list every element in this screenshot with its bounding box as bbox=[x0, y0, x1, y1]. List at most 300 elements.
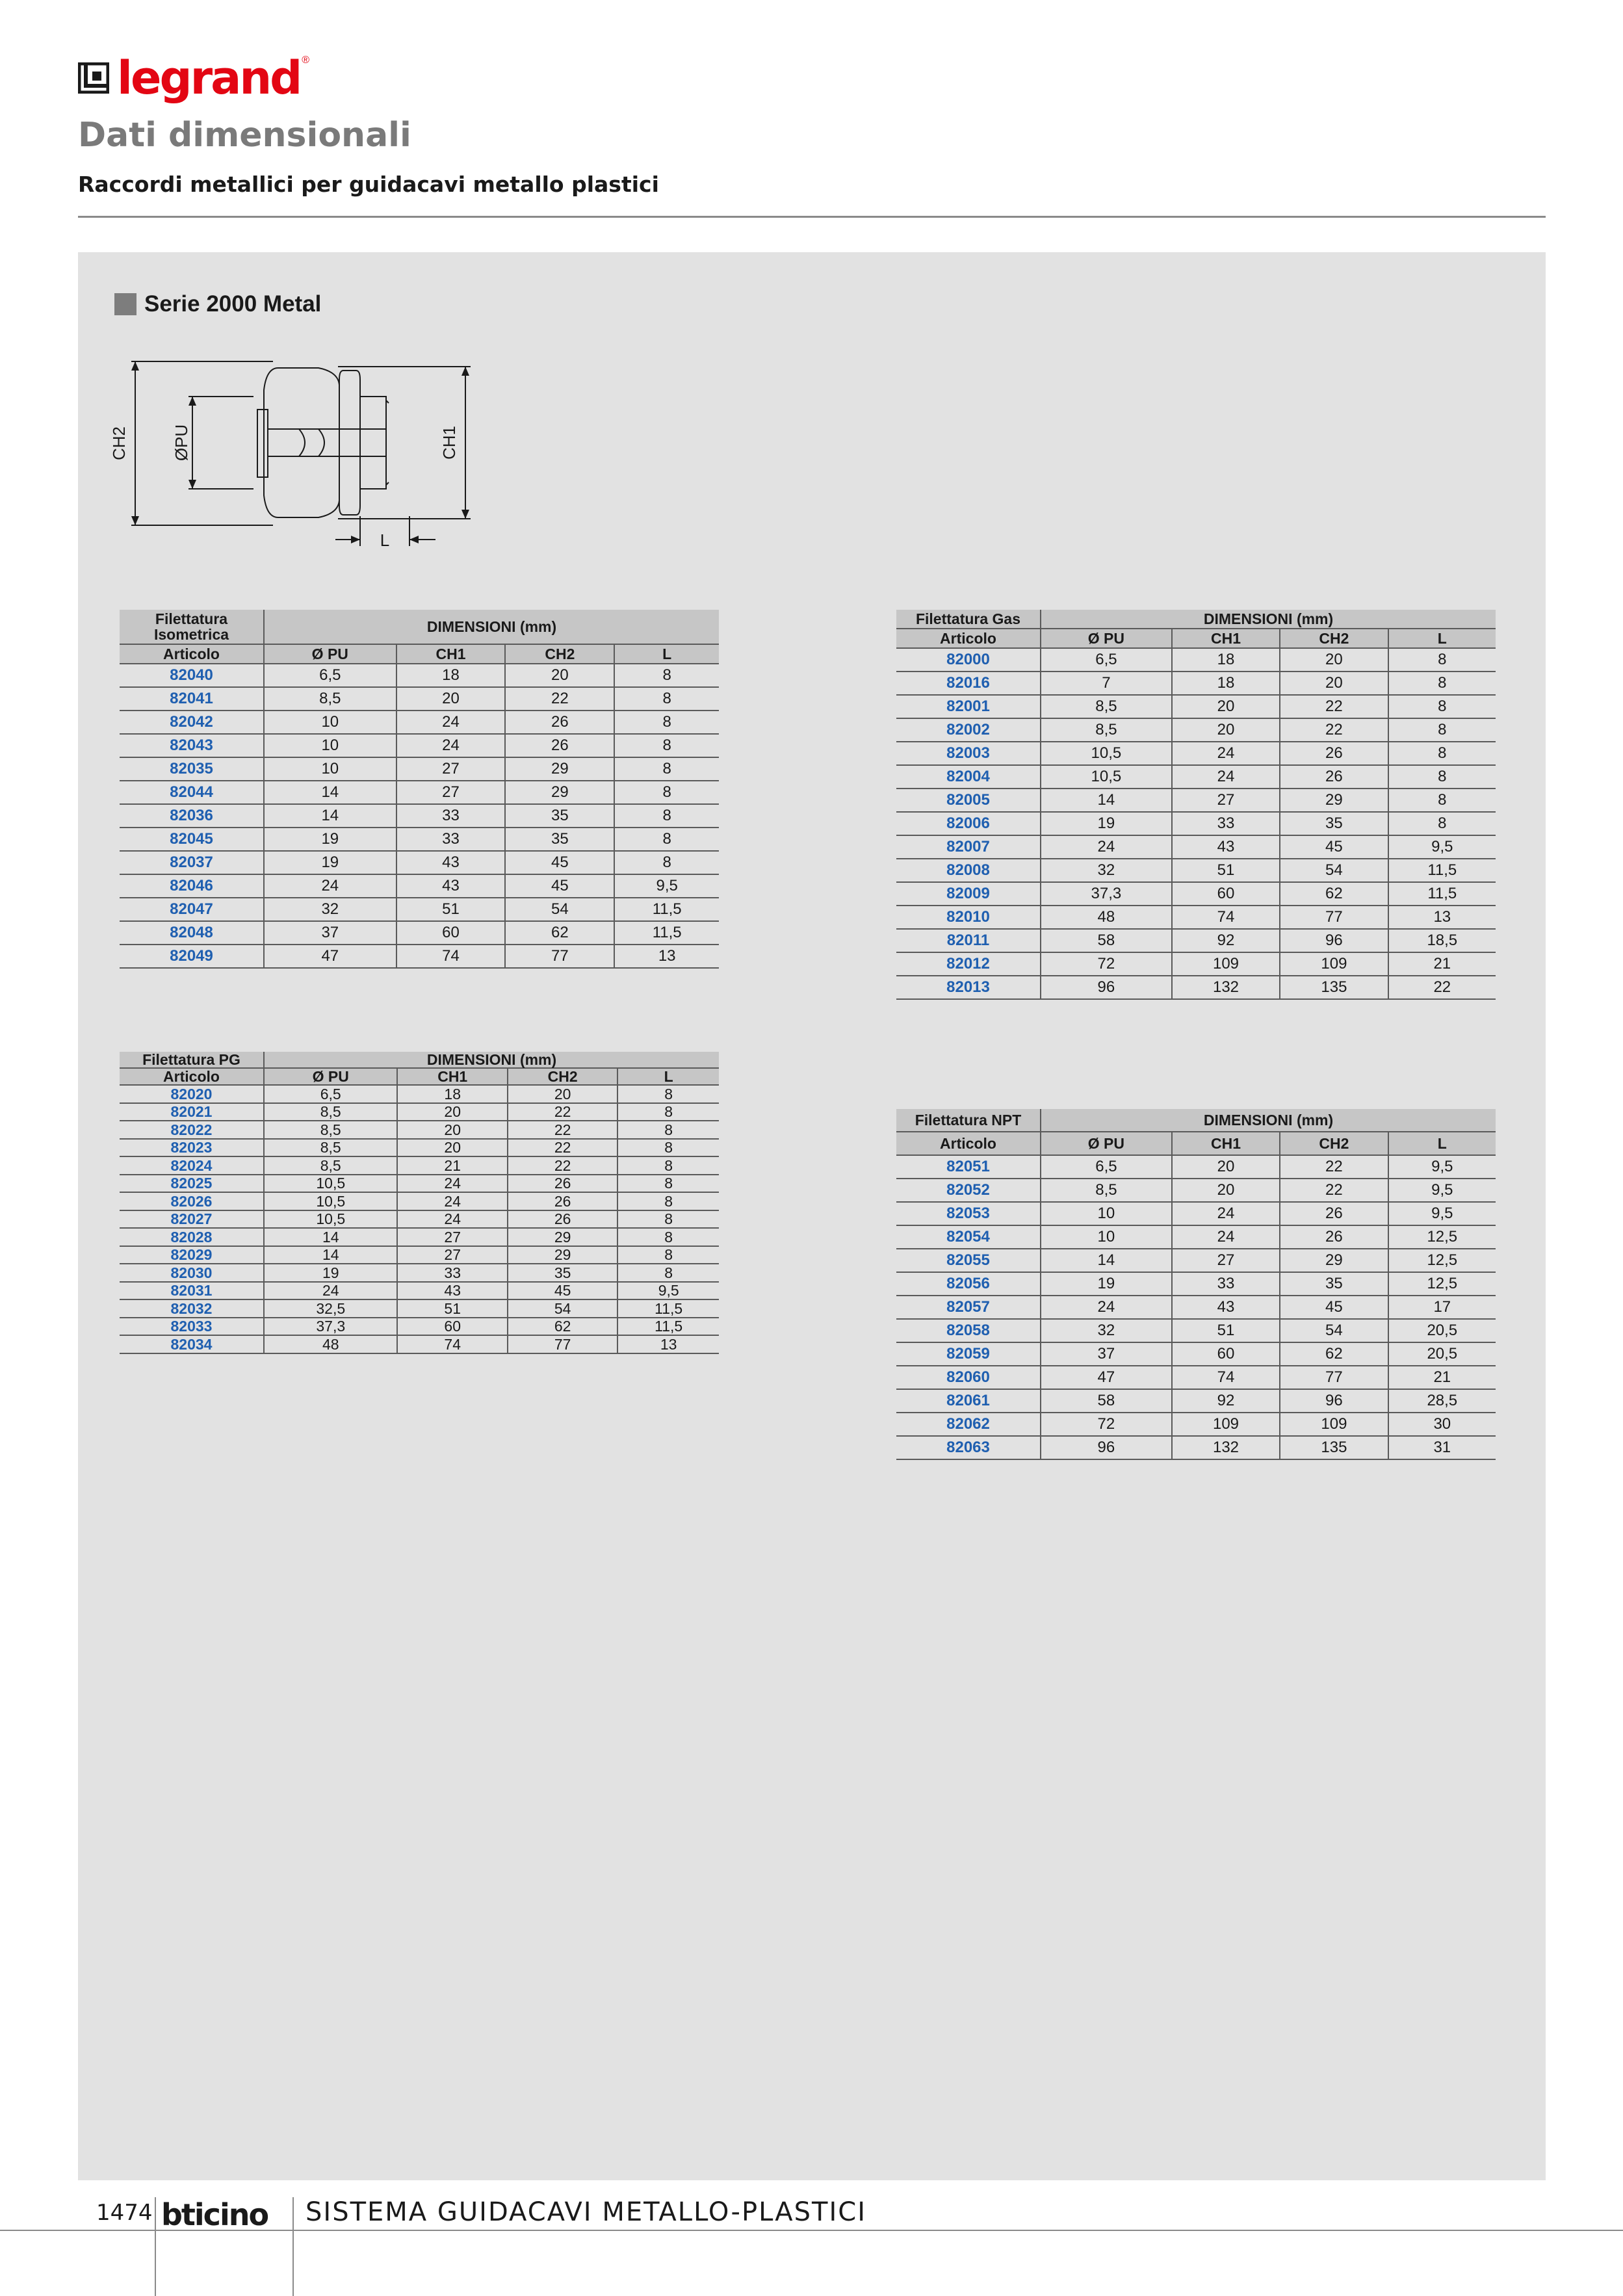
value-ch1: 21 bbox=[397, 1156, 507, 1175]
value-l: 21 bbox=[1388, 952, 1496, 976]
value-opu: 8,5 bbox=[1041, 695, 1172, 718]
article-code: 82045 bbox=[120, 828, 264, 851]
value-ch2: 62 bbox=[1280, 882, 1388, 906]
article-code: 82026 bbox=[120, 1192, 264, 1210]
value-ch1: 20 bbox=[397, 1139, 507, 1157]
value-l: 9,5 bbox=[1388, 1179, 1496, 1202]
value-ch1: 74 bbox=[397, 1335, 507, 1353]
value-opu: 72 bbox=[1041, 1413, 1172, 1436]
value-ch2: 22 bbox=[1280, 718, 1388, 742]
value-ch1: 74 bbox=[1172, 906, 1280, 929]
value-l: 8 bbox=[617, 1175, 719, 1193]
value-opu: 24 bbox=[264, 1282, 397, 1300]
table-row bbox=[120, 1139, 719, 1157]
value-ch2: 26 bbox=[508, 1210, 617, 1229]
value-ch1: 74 bbox=[396, 945, 506, 968]
value-ch2: 29 bbox=[508, 1228, 617, 1246]
table-row bbox=[896, 1179, 1496, 1202]
col-header-opu: Ø PU bbox=[264, 644, 396, 664]
value-opu: 10,5 bbox=[264, 1192, 397, 1210]
value-ch2: 22 bbox=[1280, 1179, 1388, 1202]
value-ch2: 22 bbox=[1280, 695, 1388, 718]
value-ch1: 60 bbox=[397, 1318, 507, 1336]
value-ch1: 27 bbox=[396, 781, 506, 804]
table-row bbox=[896, 1296, 1496, 1319]
value-ch1: 92 bbox=[1172, 929, 1280, 952]
value-ch1: 43 bbox=[1172, 835, 1280, 859]
value-ch2: 35 bbox=[505, 804, 614, 828]
thread-label: Filettatura PG bbox=[120, 1052, 264, 1068]
table-row bbox=[896, 742, 1496, 765]
value-opu: 8,5 bbox=[264, 687, 396, 711]
table-row bbox=[896, 1249, 1496, 1272]
value-l: 8 bbox=[614, 687, 719, 711]
value-opu: 48 bbox=[264, 1335, 397, 1353]
value-l: 8 bbox=[614, 804, 719, 828]
value-opu: 24 bbox=[264, 874, 396, 898]
table-row bbox=[896, 859, 1496, 882]
value-ch2: 109 bbox=[1280, 1413, 1388, 1436]
table-row bbox=[120, 1210, 719, 1229]
value-ch2: 22 bbox=[505, 687, 614, 711]
table-row bbox=[120, 851, 719, 874]
value-opu: 14 bbox=[264, 781, 396, 804]
table-row bbox=[896, 1389, 1496, 1413]
value-ch2: 45 bbox=[1280, 835, 1388, 859]
table-row bbox=[896, 1366, 1496, 1389]
value-l: 28,5 bbox=[1388, 1389, 1496, 1413]
article-code: 82030 bbox=[120, 1264, 264, 1282]
col-header-ch2: CH2 bbox=[1280, 629, 1388, 648]
diagram-label-ch1: CH1 bbox=[439, 425, 459, 460]
value-ch2: 45 bbox=[1280, 1296, 1388, 1319]
value-opu: 10,5 bbox=[264, 1175, 397, 1193]
value-opu: 47 bbox=[1041, 1366, 1172, 1389]
article-code: 82034 bbox=[120, 1335, 264, 1353]
article-header: Articolo bbox=[896, 1132, 1041, 1155]
value-ch1: 27 bbox=[1172, 1249, 1280, 1272]
value-l: 8 bbox=[614, 757, 719, 781]
table-row bbox=[120, 734, 719, 757]
value-opu: 8,5 bbox=[264, 1156, 397, 1175]
value-ch1: 18 bbox=[397, 1085, 507, 1103]
value-ch1: 18 bbox=[396, 664, 506, 687]
value-l: 11,5 bbox=[1388, 882, 1496, 906]
value-opu: 8,5 bbox=[264, 1103, 397, 1121]
table-row bbox=[120, 828, 719, 851]
col-header-ch1: CH1 bbox=[397, 1068, 507, 1085]
value-ch2: 26 bbox=[508, 1175, 617, 1193]
value-l: 9,5 bbox=[614, 874, 719, 898]
article-code: 82046 bbox=[120, 874, 264, 898]
value-opu: 19 bbox=[1041, 812, 1172, 835]
table-row bbox=[120, 1085, 719, 1103]
value-opu: 6,5 bbox=[1041, 648, 1172, 672]
table-row bbox=[896, 695, 1496, 718]
table-row bbox=[120, 874, 719, 898]
value-opu: 14 bbox=[264, 804, 396, 828]
article-code: 82023 bbox=[120, 1139, 264, 1157]
value-ch1: 24 bbox=[396, 734, 506, 757]
value-l: 8 bbox=[1388, 695, 1496, 718]
value-opu: 8,5 bbox=[1041, 1179, 1172, 1202]
value-ch2: 77 bbox=[505, 945, 614, 968]
article-code: 82062 bbox=[896, 1413, 1041, 1436]
table-row bbox=[120, 1282, 719, 1300]
article-code: 82005 bbox=[896, 789, 1041, 812]
value-ch1: 74 bbox=[1172, 1366, 1280, 1389]
value-ch2: 96 bbox=[1280, 1389, 1388, 1413]
thread-label: Filettatura Isometrica bbox=[120, 610, 264, 644]
article-code: 82061 bbox=[896, 1389, 1041, 1413]
value-ch2: 22 bbox=[508, 1139, 617, 1157]
value-ch2: 45 bbox=[505, 874, 614, 898]
table-row bbox=[120, 757, 719, 781]
article-code: 82036 bbox=[120, 804, 264, 828]
article-code: 82006 bbox=[896, 812, 1041, 835]
article-code: 82007 bbox=[896, 835, 1041, 859]
value-opu: 10 bbox=[264, 757, 396, 781]
fitting-dimension-diagram bbox=[104, 351, 507, 566]
value-l: 12,5 bbox=[1388, 1272, 1496, 1296]
value-ch2: 54 bbox=[505, 898, 614, 921]
value-l: 8 bbox=[614, 734, 719, 757]
value-l: 8 bbox=[617, 1103, 719, 1121]
article-code: 82051 bbox=[896, 1155, 1041, 1179]
table-iso bbox=[120, 610, 719, 969]
series-title: Serie 2000 Metal bbox=[144, 291, 322, 317]
article-code: 82058 bbox=[896, 1319, 1041, 1342]
value-ch2: 26 bbox=[505, 711, 614, 734]
value-l: 9,5 bbox=[1388, 1202, 1496, 1225]
value-l: 8 bbox=[1388, 718, 1496, 742]
value-opu: 6,5 bbox=[1041, 1155, 1172, 1179]
value-ch2: 96 bbox=[1280, 929, 1388, 952]
article-code: 82042 bbox=[120, 711, 264, 734]
article-code: 82041 bbox=[120, 687, 264, 711]
article-code: 82054 bbox=[896, 1225, 1041, 1249]
col-header-l: L bbox=[614, 644, 719, 664]
article-code: 82016 bbox=[896, 672, 1041, 695]
value-ch2: 29 bbox=[505, 781, 614, 804]
article-header: Articolo bbox=[120, 644, 264, 664]
value-l: 12,5 bbox=[1388, 1225, 1496, 1249]
value-ch1: 43 bbox=[396, 874, 506, 898]
value-ch2: 26 bbox=[1280, 765, 1388, 789]
table-row bbox=[896, 789, 1496, 812]
value-ch1: 51 bbox=[396, 898, 506, 921]
value-opu: 32 bbox=[264, 898, 396, 921]
article-code: 82027 bbox=[120, 1210, 264, 1229]
table-row bbox=[120, 711, 719, 734]
thread-label: Filettatura NPT bbox=[896, 1109, 1041, 1132]
value-ch1: 24 bbox=[1172, 1225, 1280, 1249]
table-row bbox=[120, 898, 719, 921]
value-opu: 58 bbox=[1041, 929, 1172, 952]
value-ch1: 33 bbox=[397, 1264, 507, 1282]
col-header-ch2: CH2 bbox=[508, 1068, 617, 1085]
article-code: 82025 bbox=[120, 1175, 264, 1193]
value-opu: 10,5 bbox=[264, 1210, 397, 1229]
table-row bbox=[896, 1202, 1496, 1225]
value-l: 9,5 bbox=[1388, 835, 1496, 859]
article-code: 82047 bbox=[120, 898, 264, 921]
table-row bbox=[896, 1413, 1496, 1436]
article-code: 82037 bbox=[120, 851, 264, 874]
value-l: 21 bbox=[1388, 1366, 1496, 1389]
value-ch2: 29 bbox=[508, 1246, 617, 1264]
value-ch1: 109 bbox=[1172, 1413, 1280, 1436]
value-ch1: 132 bbox=[1172, 1436, 1280, 1459]
value-ch2: 77 bbox=[1280, 1366, 1388, 1389]
value-ch1: 24 bbox=[396, 711, 506, 734]
value-ch2: 135 bbox=[1280, 976, 1388, 999]
value-opu: 37,3 bbox=[264, 1318, 397, 1336]
article-code: 82035 bbox=[120, 757, 264, 781]
value-l: 17 bbox=[1388, 1296, 1496, 1319]
value-ch2: 22 bbox=[508, 1121, 617, 1139]
footer-separator bbox=[292, 2197, 294, 2296]
table-row bbox=[120, 1299, 719, 1318]
value-ch1: 51 bbox=[1172, 859, 1280, 882]
value-ch2: 35 bbox=[1280, 812, 1388, 835]
value-l: 8 bbox=[617, 1264, 719, 1282]
value-ch1: 33 bbox=[1172, 1272, 1280, 1296]
value-l: 11,5 bbox=[617, 1299, 719, 1318]
value-ch1: 24 bbox=[397, 1210, 507, 1229]
series-bullet-icon bbox=[114, 293, 136, 315]
value-opu: 14 bbox=[1041, 789, 1172, 812]
value-ch1: 51 bbox=[397, 1299, 507, 1318]
article-header: Articolo bbox=[120, 1068, 264, 1085]
table-row bbox=[120, 1264, 719, 1282]
article-code: 82043 bbox=[120, 734, 264, 757]
value-ch2: 26 bbox=[1280, 1202, 1388, 1225]
value-l: 8 bbox=[614, 851, 719, 874]
header-divider bbox=[78, 216, 1546, 218]
value-l: 13 bbox=[617, 1335, 719, 1353]
value-ch2: 45 bbox=[508, 1282, 617, 1300]
value-ch1: 20 bbox=[1172, 1155, 1280, 1179]
value-ch1: 20 bbox=[396, 687, 506, 711]
value-opu: 19 bbox=[264, 828, 396, 851]
table-row bbox=[896, 648, 1496, 672]
value-ch1: 51 bbox=[1172, 1319, 1280, 1342]
value-ch1: 24 bbox=[397, 1175, 507, 1193]
value-opu: 10 bbox=[1041, 1202, 1172, 1225]
article-code: 82033 bbox=[120, 1318, 264, 1336]
table-row bbox=[120, 1103, 719, 1121]
table-row bbox=[896, 812, 1496, 835]
value-l: 8 bbox=[614, 781, 719, 804]
value-ch2: 20 bbox=[505, 664, 614, 687]
value-ch1: 33 bbox=[396, 804, 506, 828]
value-l: 8 bbox=[1388, 765, 1496, 789]
value-ch1: 24 bbox=[397, 1192, 507, 1210]
table-row bbox=[120, 1318, 719, 1336]
value-l: 8 bbox=[617, 1085, 719, 1103]
table-row bbox=[120, 1175, 719, 1193]
value-l: 20,5 bbox=[1388, 1319, 1496, 1342]
col-header-l: L bbox=[1388, 629, 1496, 648]
table-row bbox=[120, 1156, 719, 1175]
value-opu: 37,3 bbox=[1041, 882, 1172, 906]
page-subtitle: Raccordi metallici per guidacavi metallo plastici bbox=[78, 172, 659, 197]
value-ch1: 27 bbox=[1172, 789, 1280, 812]
value-l: 22 bbox=[1388, 976, 1496, 999]
value-ch2: 29 bbox=[505, 757, 614, 781]
value-ch1: 109 bbox=[1172, 952, 1280, 976]
value-opu: 10,5 bbox=[1041, 765, 1172, 789]
article-code: 82013 bbox=[896, 976, 1041, 999]
diagram-label-l: L bbox=[380, 530, 390, 550]
table-row bbox=[896, 882, 1496, 906]
value-ch1: 24 bbox=[1172, 1202, 1280, 1225]
value-opu: 48 bbox=[1041, 906, 1172, 929]
value-ch1: 132 bbox=[1172, 976, 1280, 999]
value-ch2: 135 bbox=[1280, 1436, 1388, 1459]
table-row bbox=[120, 1228, 719, 1246]
col-header-opu: Ø PU bbox=[1041, 629, 1172, 648]
dimensions-header: DIMENSIONI (mm) bbox=[264, 1052, 719, 1068]
table-row bbox=[896, 952, 1496, 976]
dimensions-header: DIMENSIONI (mm) bbox=[1041, 610, 1496, 629]
value-ch2: 35 bbox=[505, 828, 614, 851]
value-opu: 6,5 bbox=[264, 1085, 397, 1103]
value-l: 13 bbox=[614, 945, 719, 968]
value-opu: 37 bbox=[1041, 1342, 1172, 1366]
value-l: 12,5 bbox=[1388, 1249, 1496, 1272]
value-opu: 37 bbox=[264, 921, 396, 945]
value-l: 30 bbox=[1388, 1413, 1496, 1436]
value-opu: 14 bbox=[264, 1228, 397, 1246]
value-opu: 8,5 bbox=[1041, 718, 1172, 742]
value-opu: 10 bbox=[264, 734, 396, 757]
value-opu: 6,5 bbox=[264, 664, 396, 687]
value-ch2: 45 bbox=[505, 851, 614, 874]
value-ch2: 54 bbox=[1280, 1319, 1388, 1342]
value-ch1: 18 bbox=[1172, 648, 1280, 672]
value-ch1: 20 bbox=[397, 1121, 507, 1139]
value-ch1: 60 bbox=[1172, 1342, 1280, 1366]
article-code: 82032 bbox=[120, 1299, 264, 1318]
value-opu: 24 bbox=[1041, 1296, 1172, 1319]
article-header: Articolo bbox=[896, 629, 1041, 648]
table-row bbox=[120, 1335, 719, 1353]
col-header-ch1: CH1 bbox=[1172, 1132, 1280, 1155]
value-ch1: 33 bbox=[396, 828, 506, 851]
value-ch2: 35 bbox=[1280, 1272, 1388, 1296]
article-code: 82012 bbox=[896, 952, 1041, 976]
article-code: 82055 bbox=[896, 1249, 1041, 1272]
table-row bbox=[896, 765, 1496, 789]
value-ch1: 20 bbox=[397, 1103, 507, 1121]
table-row bbox=[896, 1225, 1496, 1249]
value-l: 8 bbox=[617, 1156, 719, 1175]
table-row bbox=[120, 1246, 719, 1264]
value-l: 11,5 bbox=[614, 898, 719, 921]
value-ch2: 26 bbox=[1280, 742, 1388, 765]
table-row bbox=[896, 976, 1496, 999]
value-l: 8 bbox=[617, 1192, 719, 1210]
table-row bbox=[120, 804, 719, 828]
bticino-logo: bticino bbox=[161, 2197, 268, 2232]
value-ch1: 60 bbox=[1172, 882, 1280, 906]
diagram-label-opu: ØPU bbox=[172, 424, 191, 462]
value-ch1: 92 bbox=[1172, 1389, 1280, 1413]
value-ch2: 26 bbox=[508, 1192, 617, 1210]
page-title: Dati dimensionali bbox=[78, 116, 411, 155]
value-l: 9,5 bbox=[1388, 1155, 1496, 1179]
value-ch1: 20 bbox=[1172, 718, 1280, 742]
value-opu: 14 bbox=[1041, 1249, 1172, 1272]
value-opu: 8,5 bbox=[264, 1139, 397, 1157]
article-code: 82010 bbox=[896, 906, 1041, 929]
article-code: 82024 bbox=[120, 1156, 264, 1175]
article-code: 82056 bbox=[896, 1272, 1041, 1296]
value-l: 8 bbox=[614, 828, 719, 851]
article-code: 82001 bbox=[896, 695, 1041, 718]
value-ch2: 20 bbox=[508, 1085, 617, 1103]
article-code: 82040 bbox=[120, 664, 264, 687]
article-code: 82053 bbox=[896, 1202, 1041, 1225]
article-code: 82022 bbox=[120, 1121, 264, 1139]
value-ch1: 27 bbox=[397, 1246, 507, 1264]
table-row bbox=[896, 835, 1496, 859]
value-opu: 19 bbox=[264, 851, 396, 874]
value-l: 8 bbox=[617, 1139, 719, 1157]
value-opu: 24 bbox=[1041, 835, 1172, 859]
value-opu: 96 bbox=[1041, 976, 1172, 999]
value-ch2: 77 bbox=[1280, 906, 1388, 929]
value-ch2: 29 bbox=[1280, 1249, 1388, 1272]
article-code: 82044 bbox=[120, 781, 264, 804]
value-opu: 14 bbox=[264, 1246, 397, 1264]
value-opu: 19 bbox=[1041, 1272, 1172, 1296]
table-row bbox=[896, 672, 1496, 695]
value-l: 20,5 bbox=[1388, 1342, 1496, 1366]
col-header-ch2: CH2 bbox=[505, 644, 614, 664]
value-l: 18,5 bbox=[1388, 929, 1496, 952]
article-code: 82009 bbox=[896, 882, 1041, 906]
article-code: 82000 bbox=[896, 648, 1041, 672]
value-ch1: 20 bbox=[1172, 1179, 1280, 1202]
table-pg bbox=[120, 1052, 719, 1354]
value-l: 8 bbox=[617, 1121, 719, 1139]
table-row bbox=[120, 664, 719, 687]
value-l: 8 bbox=[1388, 812, 1496, 835]
value-l: 11,5 bbox=[617, 1318, 719, 1336]
legrand-wordmark: legrand bbox=[117, 51, 301, 105]
col-header-l: L bbox=[617, 1068, 719, 1085]
table-row bbox=[896, 1342, 1496, 1366]
page-number: 1474 bbox=[96, 2200, 153, 2226]
value-ch1: 60 bbox=[396, 921, 506, 945]
value-ch2: 20 bbox=[1280, 672, 1388, 695]
article-code: 82029 bbox=[120, 1246, 264, 1264]
table-row bbox=[896, 929, 1496, 952]
value-l: 8 bbox=[1388, 742, 1496, 765]
value-l: 8 bbox=[617, 1246, 719, 1264]
article-code: 82003 bbox=[896, 742, 1041, 765]
table-row bbox=[896, 1436, 1496, 1459]
table-row bbox=[120, 1192, 719, 1210]
col-header-opu: Ø PU bbox=[264, 1068, 397, 1085]
article-code: 82060 bbox=[896, 1366, 1041, 1389]
table-row bbox=[896, 1155, 1496, 1179]
value-ch1: 33 bbox=[1172, 812, 1280, 835]
value-opu: 10,5 bbox=[1041, 742, 1172, 765]
